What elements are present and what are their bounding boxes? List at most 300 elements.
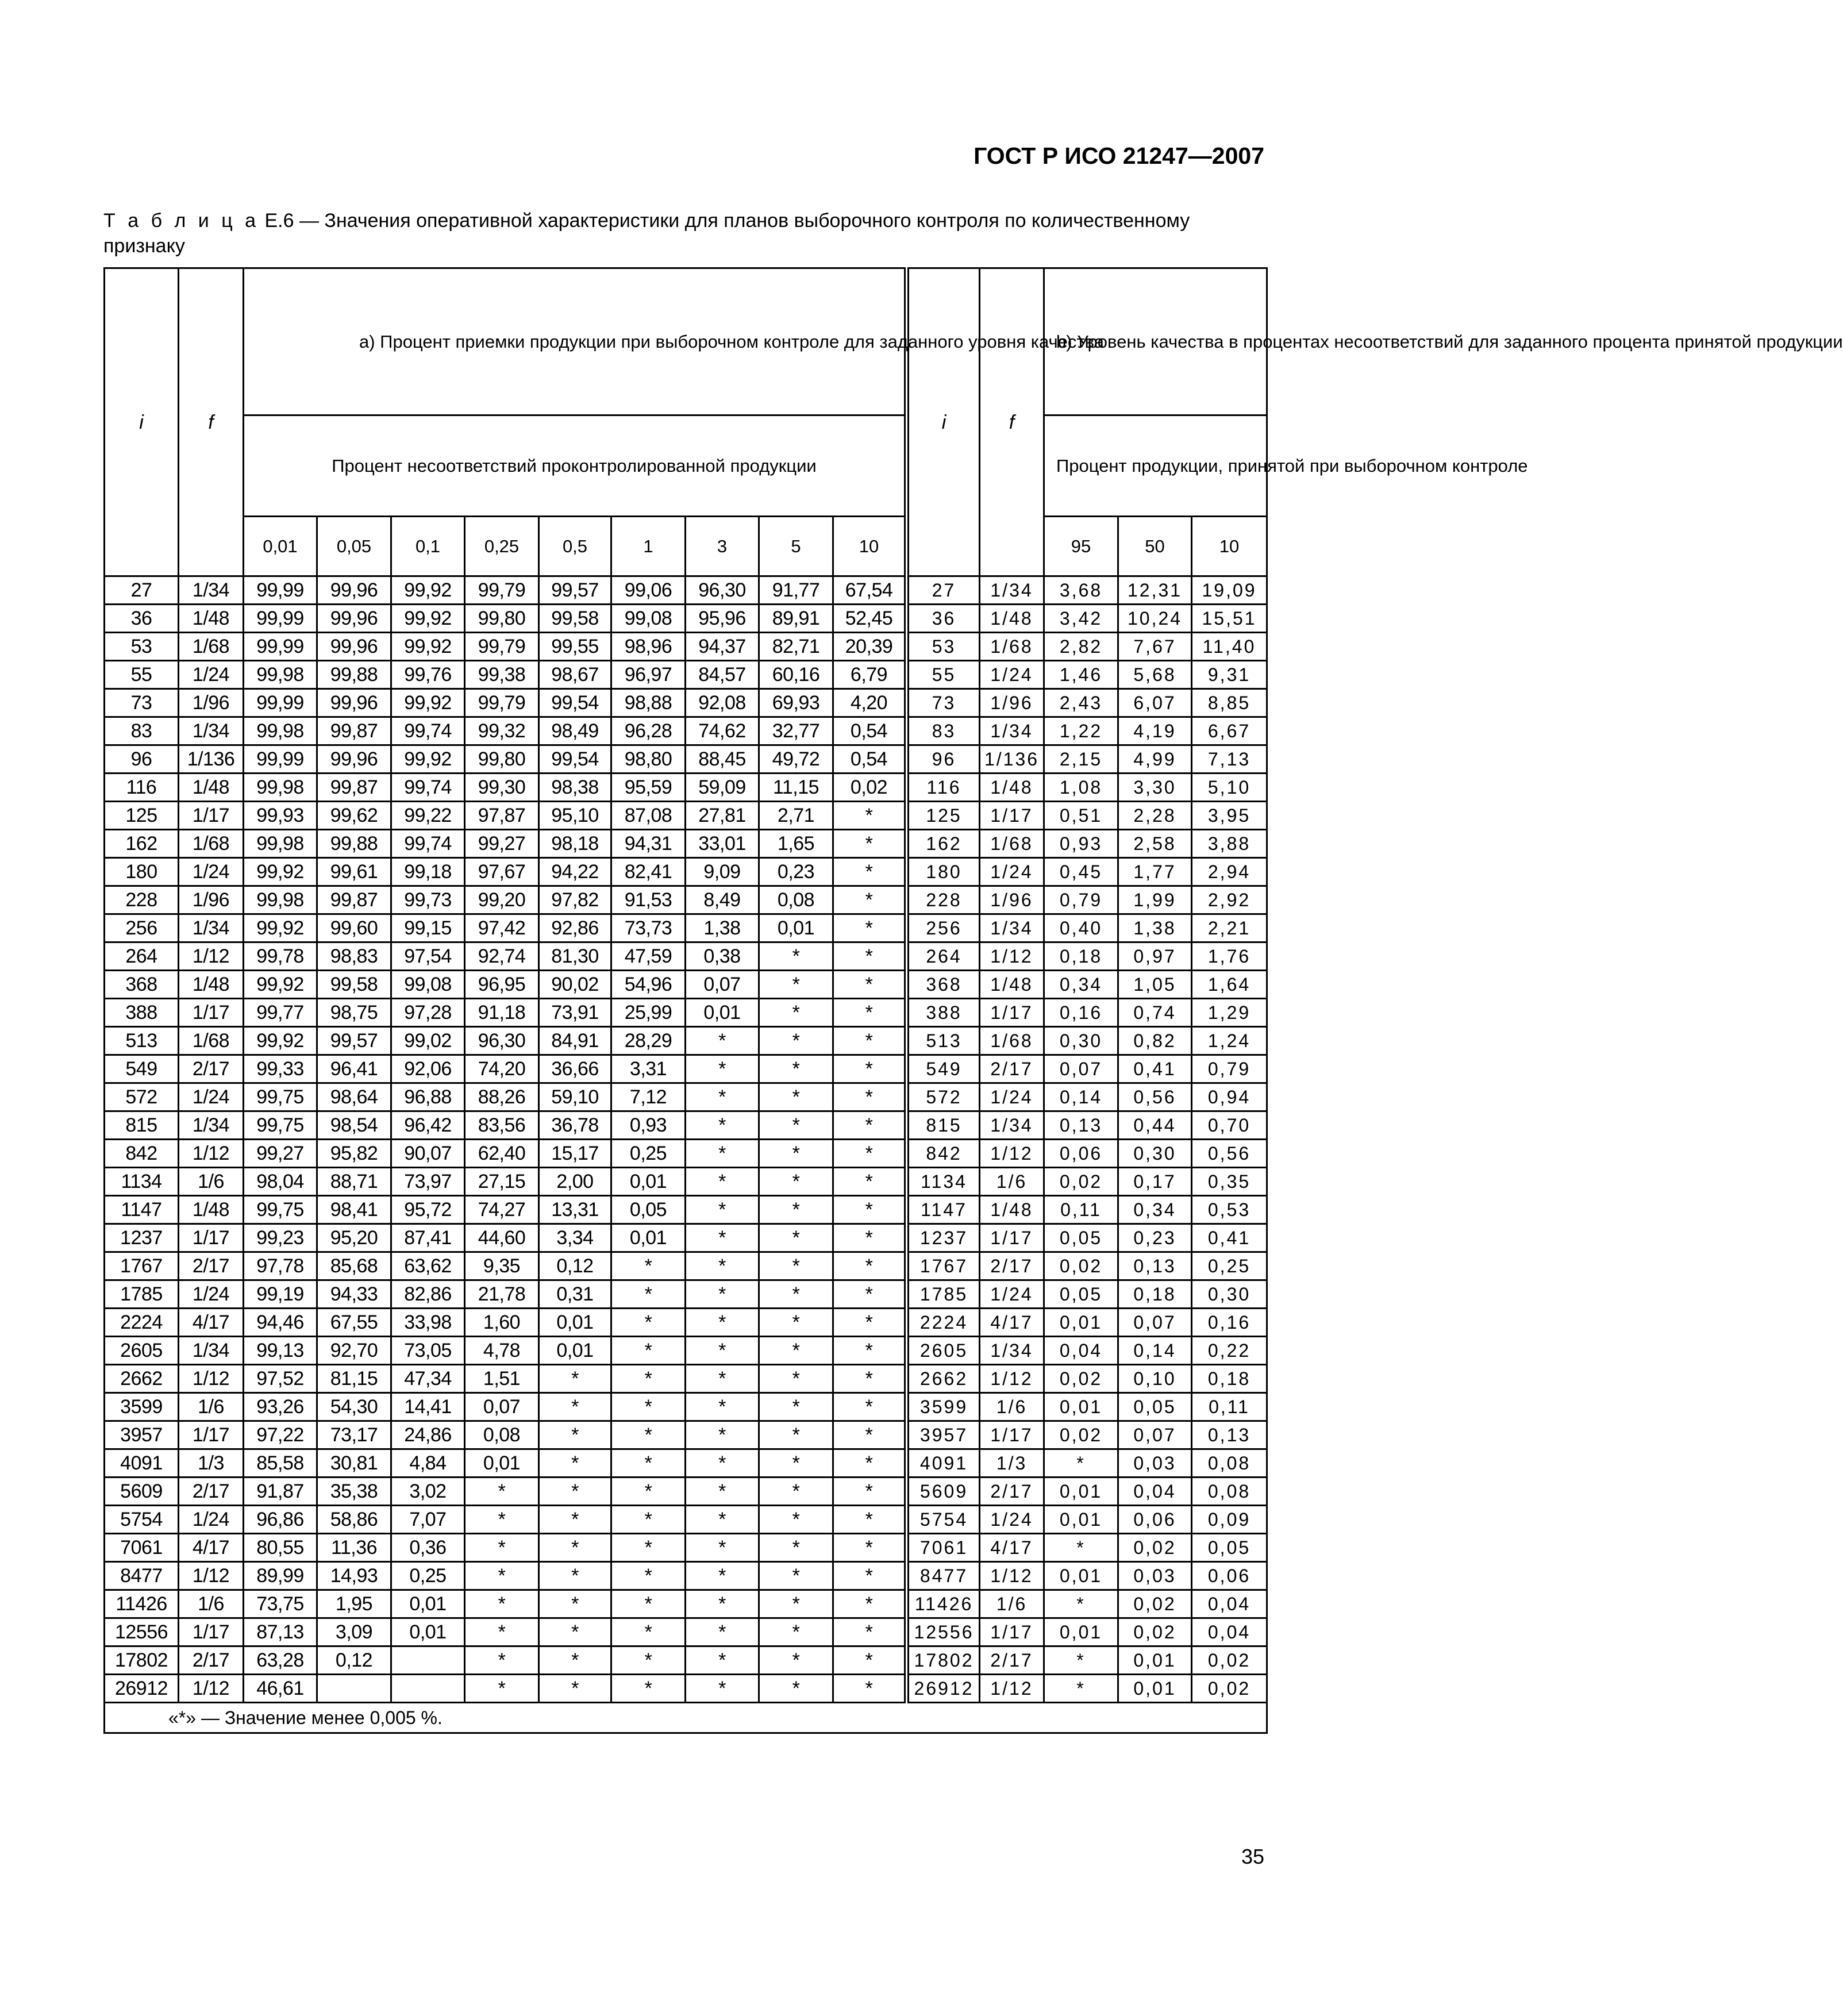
cell-acceptance: * (465, 1590, 539, 1618)
cell-acceptance: 33,98 (391, 1309, 465, 1337)
cell-f: 1/96 (179, 886, 244, 914)
cell-i: 842 (907, 1140, 980, 1168)
cell-acceptance: 62,40 (465, 1140, 539, 1168)
cell-quality-level: 2,21 (1192, 914, 1267, 942)
cell-acceptance: 97,82 (539, 886, 611, 914)
cell-acceptance: 98,49 (539, 717, 611, 745)
cell-acceptance: 98,80 (611, 745, 686, 774)
cell-acceptance: * (833, 1590, 907, 1618)
table-row (105, 1590, 1267, 1618)
cell-acceptance: 97,22 (244, 1421, 317, 1449)
table-row (105, 1478, 1267, 1506)
cell-acceptance: 91,87 (244, 1478, 317, 1506)
cell-acceptance: * (539, 1506, 611, 1534)
cell-i: 4091 (105, 1449, 179, 1478)
cell-acceptance: 85,68 (317, 1252, 391, 1280)
cell-acceptance: 47,34 (391, 1365, 465, 1393)
cell-acceptance: * (686, 1280, 759, 1309)
table-row (105, 717, 1267, 745)
cell-i: 12556 (105, 1618, 179, 1646)
table-row (105, 605, 1267, 633)
cell-quality-level: 0,03 (1118, 1449, 1192, 1478)
cell-acceptance: 97,52 (244, 1365, 317, 1393)
cell-acceptance: 98,96 (611, 633, 686, 661)
cell-acceptance: 0,01 (611, 1224, 686, 1252)
cell-quality-level: 0,79 (1044, 886, 1118, 914)
cell-i: 5754 (105, 1506, 179, 1534)
cell-acceptance: * (539, 1421, 611, 1449)
cell-f: 1/34 (980, 576, 1044, 605)
cell-acceptance: * (759, 1309, 833, 1337)
table-row (105, 1140, 1267, 1168)
cell-acceptance: 99,96 (317, 689, 391, 717)
cell-quality-level: 0,13 (1192, 1421, 1267, 1449)
cell-acceptance: * (759, 1224, 833, 1252)
cell-acceptance: * (465, 1646, 539, 1675)
cell-acceptance: 88,45 (686, 745, 759, 774)
cell-f: 1/6 (179, 1590, 244, 1618)
cell-acceptance: 73,05 (391, 1337, 465, 1365)
table-row (105, 689, 1267, 717)
cell-i: 2605 (907, 1337, 980, 1365)
cell-quality-level: 0,07 (1118, 1421, 1192, 1449)
cell-acceptance: 15,17 (539, 1140, 611, 1168)
table-row (105, 1506, 1267, 1534)
cell-quality-level: 3,95 (1192, 802, 1267, 830)
cell-acceptance: 99,96 (317, 605, 391, 633)
cell-acceptance: 99,98 (244, 886, 317, 914)
cell-acceptance: 0,01 (391, 1618, 465, 1646)
cell-acceptance: 92,06 (391, 1055, 465, 1083)
cell-quality-level: 0,10 (1118, 1365, 1192, 1393)
cell-acceptance: 74,20 (465, 1055, 539, 1083)
cell-acceptance: 99,33 (244, 1055, 317, 1083)
table-row (105, 830, 1267, 858)
cell-acceptance: 94,31 (611, 830, 686, 858)
cell-acceptance: * (611, 1393, 686, 1421)
cell-acceptance: * (686, 1421, 759, 1449)
cell-acceptance: * (611, 1280, 686, 1309)
cell-i: 513 (907, 1027, 980, 1055)
cell-acceptance: * (833, 1055, 907, 1083)
cell-i: 8477 (105, 1562, 179, 1590)
caption-label: Т а б л и ц а (103, 210, 260, 232)
cell-acceptance: 96,97 (611, 661, 686, 689)
cell-i: 2605 (105, 1337, 179, 1365)
cell-acceptance: 73,75 (244, 1590, 317, 1618)
cell-acceptance: 99,76 (391, 661, 465, 689)
table-caption (103, 208, 1267, 259)
cell-acceptance: 99,75 (244, 1111, 317, 1140)
cell-acceptance: 99,87 (317, 774, 391, 802)
cell-f: 1/17 (980, 1224, 1044, 1252)
cell-quality-level: 0,02 (1044, 1168, 1118, 1196)
cell-acceptance: 67,54 (833, 576, 907, 605)
cell-acceptance: * (759, 1393, 833, 1421)
cell-i: 2662 (105, 1365, 179, 1393)
cell-acceptance: * (611, 1421, 686, 1449)
cell-acceptance: * (833, 1196, 907, 1224)
cell-acceptance: 99,74 (391, 830, 465, 858)
cell-acceptance: 98,67 (539, 661, 611, 689)
cell-i: 116 (105, 774, 179, 802)
cell-quality-level: 0,02 (1192, 1646, 1267, 1675)
cell-i: 8477 (907, 1562, 980, 1590)
cell-quality-level: 0,30 (1118, 1140, 1192, 1168)
cell-acceptance: 99,60 (317, 914, 391, 942)
table-row (105, 745, 1267, 774)
cell-quality-level: 0,06 (1192, 1562, 1267, 1590)
cell-acceptance: * (759, 1449, 833, 1478)
table-row (105, 999, 1267, 1027)
cell-acceptance: 99,61 (317, 858, 391, 886)
cell-quality-level: 0,14 (1118, 1337, 1192, 1365)
cell-acceptance: 99,79 (465, 576, 539, 605)
cell-quality-level: 11,40 (1192, 633, 1267, 661)
cell-f: 1/24 (980, 858, 1044, 886)
cell-acceptance: 81,15 (317, 1365, 391, 1393)
cell-f: 1/24 (179, 1280, 244, 1309)
table-row (105, 1196, 1267, 1224)
cell-acceptance: * (759, 1675, 833, 1703)
cell-acceptance: 88,71 (317, 1168, 391, 1196)
cell-i: 549 (105, 1055, 179, 1083)
cell-acceptance: 92,08 (686, 689, 759, 717)
cell-quality-level: 0,93 (1044, 830, 1118, 858)
cell-quality-level: 0,01 (1044, 1506, 1118, 1534)
cell-acceptance: * (759, 1534, 833, 1562)
cell-quality-level: 0,56 (1192, 1140, 1267, 1168)
cell-i: 3599 (105, 1393, 179, 1421)
cell-quality-level: 0,30 (1044, 1027, 1118, 1055)
table-row (105, 914, 1267, 942)
cell-acceptance: * (833, 1506, 907, 1534)
cell-f: 1/6 (179, 1168, 244, 1196)
cell-quality-level: 0,01 (1044, 1618, 1118, 1646)
cell-acceptance: 90,02 (539, 971, 611, 999)
cell-acceptance: * (833, 886, 907, 914)
cell-acceptance: * (833, 1646, 907, 1675)
cell-quality-level: 0,05 (1044, 1280, 1118, 1309)
cell-i: 5754 (907, 1506, 980, 1534)
cell-acceptance: 95,10 (539, 802, 611, 830)
cell-f: 1/96 (179, 689, 244, 717)
cell-f: 1/136 (980, 745, 1044, 774)
cell-acceptance: 0,01 (465, 1449, 539, 1478)
cell-acceptance: 28,29 (611, 1027, 686, 1055)
cell-i: 36 (907, 605, 980, 633)
cell-quality-level: 0,56 (1118, 1083, 1192, 1111)
header-section-a: а) Процент приемки продукции при выборочном контроле для заданного уровня качества (244, 268, 907, 415)
cell-quality-level: 0,40 (1044, 914, 1118, 942)
cell-quality-level: 5,68 (1118, 661, 1192, 689)
cell-f: 1/6 (179, 1393, 244, 1421)
cell-acceptance: * (611, 1337, 686, 1365)
cell-f: 1/34 (980, 717, 1044, 745)
cell-acceptance: 36,78 (539, 1111, 611, 1140)
cell-quality-level: 6,07 (1118, 689, 1192, 717)
cell-acceptance: 94,33 (317, 1280, 391, 1309)
cell-f: 1/17 (179, 802, 244, 830)
cell-acceptance: 90,07 (391, 1140, 465, 1168)
cell-i: 2224 (105, 1309, 179, 1337)
cell-acceptance: 95,72 (391, 1196, 465, 1224)
cell-i: 1147 (907, 1196, 980, 1224)
cell-f: 1/48 (980, 605, 1044, 633)
cell-i: 815 (105, 1111, 179, 1140)
cell-acceptance: 99,92 (391, 745, 465, 774)
cell-acceptance: 99,92 (391, 605, 465, 633)
cell-acceptance: 99,92 (391, 576, 465, 605)
cell-i: 7061 (907, 1534, 980, 1562)
cell-acceptance: * (833, 858, 907, 886)
cell-acceptance: 0,01 (539, 1337, 611, 1365)
cell-acceptance: * (759, 1252, 833, 1280)
cell-acceptance: 99,32 (465, 717, 539, 745)
header-defect-percent: 0,1 (391, 517, 465, 576)
cell-acceptance: 93,26 (244, 1393, 317, 1421)
cell-i: 125 (907, 802, 980, 830)
cell-f: 1/24 (179, 1083, 244, 1111)
cell-acceptance: * (686, 1675, 759, 1703)
cell-f: 1/24 (179, 858, 244, 886)
cell-acceptance: * (833, 1337, 907, 1365)
cell-i: 27 (907, 576, 980, 605)
cell-acceptance: * (539, 1449, 611, 1478)
cell-acceptance: * (686, 1027, 759, 1055)
cell-acceptance: * (759, 1111, 833, 1140)
cell-acceptance: 99,38 (465, 661, 539, 689)
table-row (105, 942, 1267, 971)
cell-quality-level: 0,14 (1044, 1083, 1118, 1111)
cell-quality-level: 3,42 (1044, 605, 1118, 633)
cell-i: 256 (907, 914, 980, 942)
cell-quality-level: 0,01 (1044, 1393, 1118, 1421)
cell-quality-level: 1,08 (1044, 774, 1118, 802)
cell-i: 4091 (907, 1449, 980, 1478)
cell-quality-level: 0,34 (1044, 971, 1118, 999)
header-defect-percent: 0,01 (244, 517, 317, 576)
cell-acceptance: 59,10 (539, 1083, 611, 1111)
cell-acceptance: * (611, 1252, 686, 1280)
cell-quality-level: * (1044, 1449, 1118, 1478)
cell-quality-level: 0,07 (1044, 1055, 1118, 1083)
cell-acceptance: 0,54 (833, 717, 907, 745)
header-f: f (179, 268, 244, 576)
cell-acceptance: 99,15 (391, 914, 465, 942)
cell-acceptance: 20,39 (833, 633, 907, 661)
cell-acceptance: 87,13 (244, 1618, 317, 1646)
cell-f: 2/17 (980, 1252, 1044, 1280)
cell-acceptance: 96,88 (391, 1083, 465, 1111)
cell-acceptance: 0,01 (686, 999, 759, 1027)
cell-acceptance: 99,02 (391, 1027, 465, 1055)
cell-f: 1/6 (980, 1393, 1044, 1421)
cell-i: 55 (907, 661, 980, 689)
cell-i: 256 (105, 914, 179, 942)
cell-quality-level: 0,18 (1044, 942, 1118, 971)
cell-f: 2/17 (179, 1646, 244, 1675)
table-row (105, 1083, 1267, 1111)
cell-acceptance: 0,38 (686, 942, 759, 971)
cell-acceptance: 8,49 (686, 886, 759, 914)
cell-acceptance: * (686, 1618, 759, 1646)
cell-acceptance: 99,74 (391, 774, 465, 802)
cell-quality-level: 0,06 (1118, 1506, 1192, 1534)
cell-f: 1/96 (980, 886, 1044, 914)
cell-quality-level: 15,51 (1192, 605, 1267, 633)
cell-acceptance: 1,51 (465, 1365, 539, 1393)
cell-i: 842 (105, 1140, 179, 1168)
cell-acceptance: * (759, 1168, 833, 1196)
cell-quality-level: 0,41 (1118, 1055, 1192, 1083)
cell-quality-level: * (1044, 1646, 1118, 1675)
cell-f: 1/34 (179, 717, 244, 745)
cell-acceptance: 99,58 (539, 605, 611, 633)
cell-acceptance: 99,98 (244, 661, 317, 689)
cell-acceptance: 91,18 (465, 999, 539, 1027)
cell-acceptance: 99,08 (611, 605, 686, 633)
cell-acceptance: 27,15 (465, 1168, 539, 1196)
cell-quality-level: 1,05 (1118, 971, 1192, 999)
cell-acceptance: 99,27 (465, 830, 539, 858)
table-row (105, 858, 1267, 886)
cell-acceptance: * (611, 1646, 686, 1675)
cell-acceptance: 99,92 (244, 858, 317, 886)
cell-acceptance: 32,77 (759, 717, 833, 745)
cell-f: 1/17 (179, 999, 244, 1027)
cell-f: 4/17 (179, 1309, 244, 1337)
cell-i: 73 (907, 689, 980, 717)
cell-i: 2224 (907, 1309, 980, 1337)
table-row (105, 886, 1267, 914)
table-row (105, 1449, 1267, 1478)
cell-acceptance: 69,93 (759, 689, 833, 717)
cell-acceptance: * (686, 1224, 759, 1252)
cell-f: 1/12 (179, 942, 244, 971)
cell-acceptance: 87,08 (611, 802, 686, 830)
cell-acceptance: 46,61 (244, 1675, 317, 1703)
header-defect-percent: 3 (686, 517, 759, 576)
cell-acceptance: 54,96 (611, 971, 686, 999)
table-row (105, 1618, 1267, 1646)
cell-acceptance: 0,02 (833, 774, 907, 802)
cell-acceptance: 99,75 (244, 1083, 317, 1111)
cell-acceptance: 97,78 (244, 1252, 317, 1280)
cell-acceptance: * (833, 942, 907, 971)
cell-acceptance: 96,95 (465, 971, 539, 999)
cell-f: 2/17 (980, 1646, 1044, 1675)
cell-acceptance: 99,22 (391, 802, 465, 830)
cell-f: 2/17 (179, 1055, 244, 1083)
cell-i: 96 (105, 745, 179, 774)
cell-acceptance: * (833, 1111, 907, 1140)
caption-text: Е.6 — Значения оперативной характеристики для планов выборочного контроля по количественному признаку (103, 210, 1190, 257)
cell-acceptance: 87,41 (391, 1224, 465, 1252)
cell-quality-level: 0,09 (1192, 1506, 1267, 1534)
cell-acceptance: 92,70 (317, 1337, 391, 1365)
cell-acceptance: 73,17 (317, 1421, 391, 1449)
cell-quality-level: 0,44 (1118, 1111, 1192, 1140)
cell-acceptance: * (686, 1168, 759, 1196)
cell-quality-level: 4,19 (1118, 717, 1192, 745)
cell-f: 1/48 (179, 774, 244, 802)
cell-quality-level: 0,41 (1192, 1224, 1267, 1252)
cell-acceptance: * (759, 1337, 833, 1365)
cell-acceptance: 7,12 (611, 1083, 686, 1111)
cell-acceptance: 21,78 (465, 1280, 539, 1309)
cell-f: 1/48 (980, 774, 1044, 802)
cell-quality-level: 2,28 (1118, 802, 1192, 830)
cell-acceptance: * (833, 1365, 907, 1393)
header-defect-percent: 5 (759, 517, 833, 576)
cell-f: 1/24 (179, 1506, 244, 1534)
cell-f: 1/68 (980, 830, 1044, 858)
cell-quality-level: 1,64 (1192, 971, 1267, 999)
cell-acceptance: 97,28 (391, 999, 465, 1027)
cell-quality-level: 0,53 (1192, 1196, 1267, 1224)
cell-quality-level: 0,97 (1118, 942, 1192, 971)
cell-acceptance: * (611, 1534, 686, 1562)
cell-acceptance: 2,71 (759, 802, 833, 830)
cell-acceptance: 11,15 (759, 774, 833, 802)
cell-acceptance: * (833, 830, 907, 858)
cell-quality-level: 0,11 (1044, 1196, 1118, 1224)
cell-acceptance: * (759, 1280, 833, 1309)
cell-acceptance: * (539, 1365, 611, 1393)
cell-acceptance: 92,74 (465, 942, 539, 971)
table-row (105, 1337, 1267, 1365)
cell-f: 1/136 (179, 745, 244, 774)
cell-i: 264 (105, 942, 179, 971)
cell-acceptance: 0,01 (611, 1168, 686, 1196)
cell-i: 572 (105, 1083, 179, 1111)
table-row (105, 576, 1267, 605)
cell-acceptance: 99,54 (539, 689, 611, 717)
cell-acceptance: 98,41 (317, 1196, 391, 1224)
cell-acceptance: 85,58 (244, 1449, 317, 1478)
cell-acceptance: 60,16 (759, 661, 833, 689)
cell-acceptance: 99,99 (244, 689, 317, 717)
cell-acceptance: 0,93 (611, 1111, 686, 1140)
cell-quality-level: 0,82 (1118, 1027, 1192, 1055)
cell-acceptance: 99,99 (244, 745, 317, 774)
cell-i: 228 (907, 886, 980, 914)
cell-f: 1/12 (179, 1562, 244, 1590)
cell-acceptance: 94,37 (686, 633, 759, 661)
cell-acceptance: * (833, 1449, 907, 1478)
table-row (105, 1027, 1267, 1055)
cell-acceptance: * (611, 1449, 686, 1478)
cell-acceptance: 0,23 (759, 858, 833, 886)
table-row (105, 1252, 1267, 1280)
cell-acceptance: * (833, 1309, 907, 1337)
cell-acceptance: 3,34 (539, 1224, 611, 1252)
cell-quality-level: 0,35 (1192, 1168, 1267, 1196)
cell-quality-level: 0,02 (1044, 1421, 1118, 1449)
cell-acceptance: * (686, 1506, 759, 1534)
cell-acceptance: 99,80 (465, 745, 539, 774)
cell-quality-level: 1,24 (1192, 1027, 1267, 1055)
cell-f: 1/6 (980, 1168, 1044, 1196)
cell-f: 1/12 (980, 1365, 1044, 1393)
cell-acceptance: 99,08 (391, 971, 465, 999)
cell-f: 1/68 (179, 633, 244, 661)
table-row (105, 971, 1267, 999)
cell-acceptance: 0,05 (611, 1196, 686, 1224)
cell-acceptance: * (833, 1027, 907, 1055)
cell-i: 5609 (105, 1478, 179, 1506)
